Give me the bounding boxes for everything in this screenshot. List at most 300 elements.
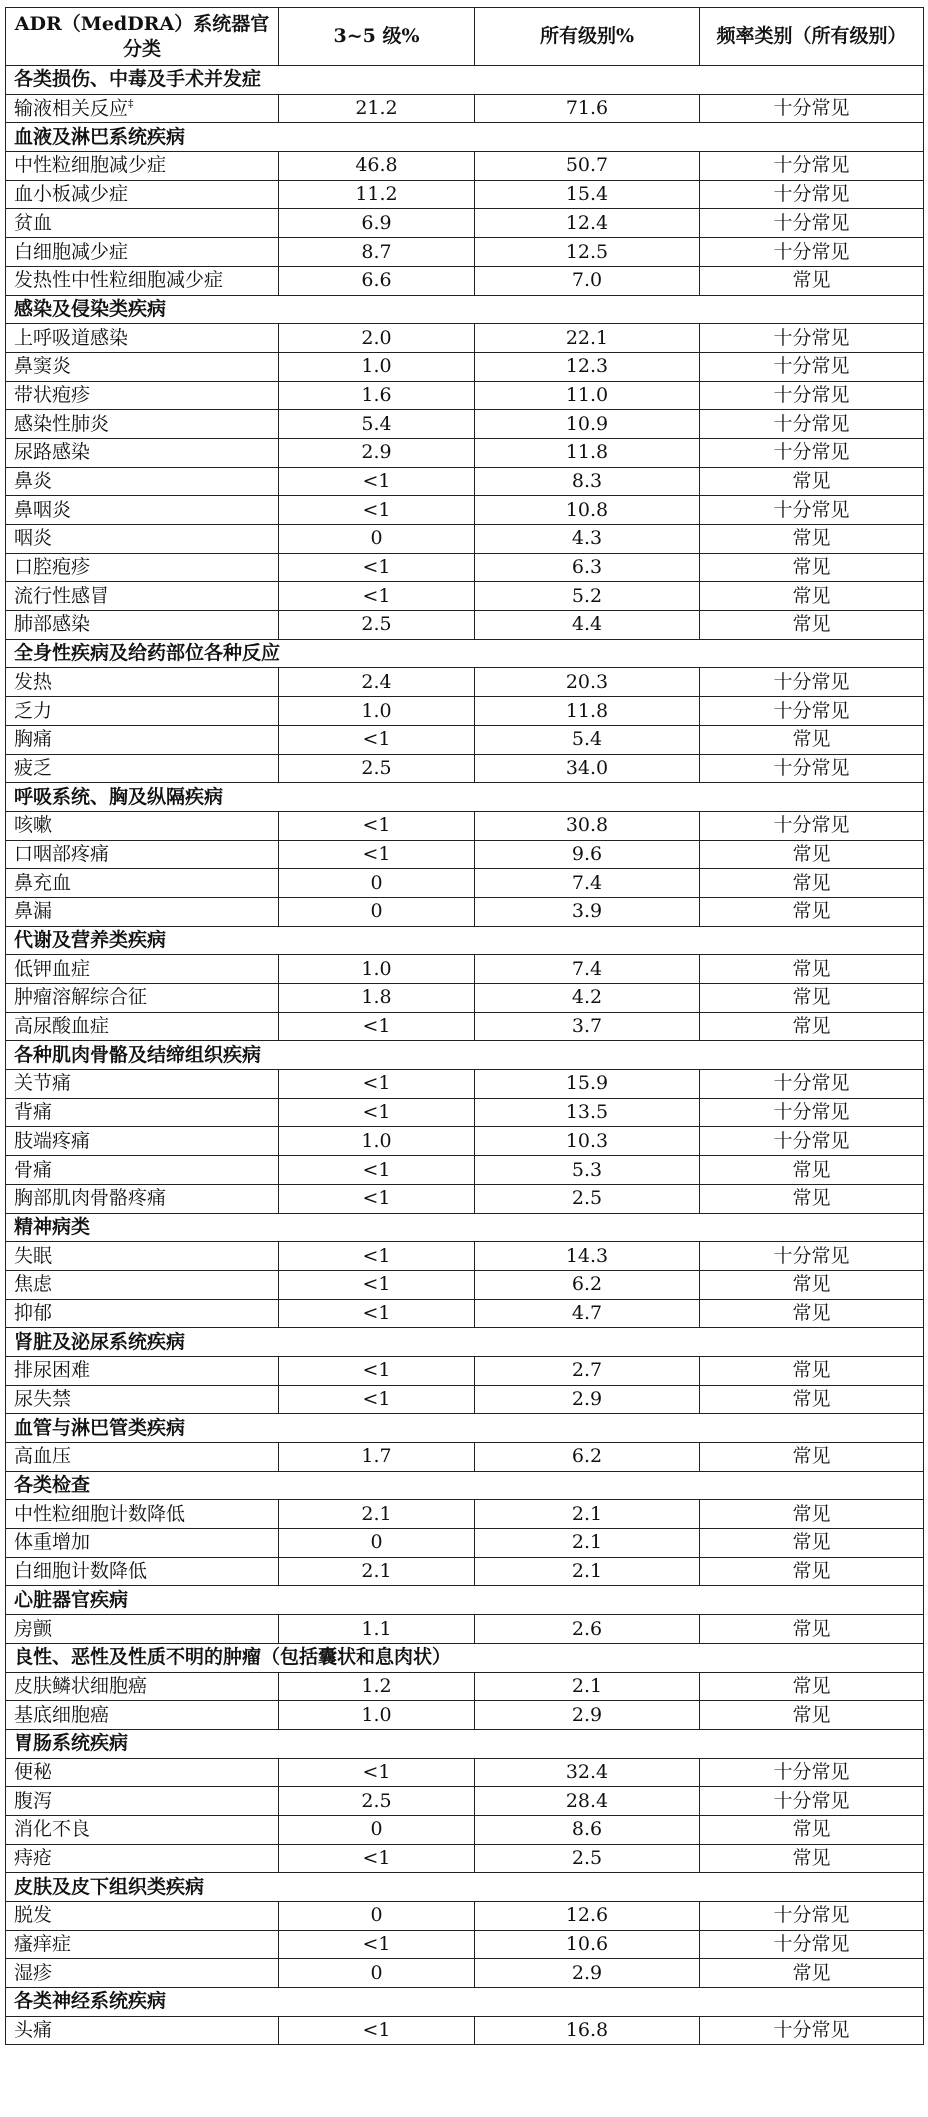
frequency-cell: 常见 bbox=[700, 955, 924, 984]
grade-3-5-cell: 6.6 bbox=[279, 266, 475, 295]
adr-term-cell bbox=[6, 1356, 279, 1385]
adr-term: 流行性感冒 bbox=[14, 584, 110, 607]
category-label: 精神病类 bbox=[6, 1213, 924, 1242]
category-label: 呼吸系统、胸及纵隔疾病 bbox=[6, 783, 924, 812]
adr-term-cell bbox=[6, 152, 279, 181]
table-row bbox=[6, 2016, 924, 2045]
adr-term: 房颤 bbox=[14, 1617, 53, 1640]
category-row bbox=[6, 1041, 924, 1070]
all-grades-cell: 7.0 bbox=[475, 266, 700, 295]
frequency-cell: 常见 bbox=[700, 725, 924, 754]
frequency-cell: 十分常见 bbox=[700, 438, 924, 467]
frequency-cell: 十分常见 bbox=[700, 754, 924, 783]
all-grades-cell: 50.7 bbox=[475, 152, 700, 181]
adr-term: 发热性中性粒细胞减少症 bbox=[14, 269, 224, 292]
grade-3-5-cell: <1 bbox=[279, 496, 475, 525]
table-row bbox=[6, 1701, 924, 1730]
adr-term: 抑郁 bbox=[14, 1301, 53, 1324]
all-grades-cell: 8.6 bbox=[475, 1815, 700, 1844]
grade-3-5-cell: <1 bbox=[279, 2016, 475, 2045]
frequency-cell: 常见 bbox=[700, 1356, 924, 1385]
table-row bbox=[6, 94, 924, 123]
table-row bbox=[6, 238, 924, 267]
table-row bbox=[6, 352, 924, 381]
adr-term-cell bbox=[6, 811, 279, 840]
grade-3-5-cell: 0 bbox=[279, 1529, 475, 1558]
grade-3-5-cell: <1 bbox=[279, 1184, 475, 1213]
adr-term: 口腔疱疹 bbox=[14, 556, 91, 579]
frequency-cell: 十分常见 bbox=[700, 381, 924, 410]
adr-term: 感染性肺炎 bbox=[14, 412, 110, 435]
table-row bbox=[6, 438, 924, 467]
adr-term-cell bbox=[6, 180, 279, 209]
grade-3-5-cell: <1 bbox=[279, 1299, 475, 1328]
grade-3-5-cell: <1 bbox=[279, 1385, 475, 1414]
category-label: 肾脏及泌尿系统疾病 bbox=[6, 1328, 924, 1357]
frequency-cell: 常见 bbox=[700, 840, 924, 869]
table-header-row bbox=[6, 8, 924, 66]
frequency-cell: 常见 bbox=[700, 611, 924, 640]
adr-term: 鼻窦炎 bbox=[14, 355, 72, 378]
table-row bbox=[6, 955, 924, 984]
grade-3-5-cell: <1 bbox=[279, 1242, 475, 1271]
all-grades-cell: 2.9 bbox=[475, 1385, 700, 1414]
category-row bbox=[6, 1213, 924, 1242]
adr-term: 骨痛 bbox=[14, 1158, 53, 1181]
adr-term-cell bbox=[6, 1098, 279, 1127]
all-grades-cell: 2.5 bbox=[475, 1844, 700, 1873]
all-grades-cell: 3.9 bbox=[475, 897, 700, 926]
grade-3-5-cell: <1 bbox=[279, 840, 475, 869]
table-row bbox=[6, 1615, 924, 1644]
adr-term-cell bbox=[6, 1242, 279, 1271]
adr-term-cell bbox=[6, 1184, 279, 1213]
frequency-cell: 十分常见 bbox=[700, 1070, 924, 1099]
frequency-cell: 常见 bbox=[700, 1815, 924, 1844]
adr-term-cell bbox=[6, 611, 279, 640]
adr-term: 背痛 bbox=[14, 1101, 53, 1124]
grade-3-5-cell: <1 bbox=[279, 1012, 475, 1041]
category-row bbox=[6, 639, 924, 668]
table-row bbox=[6, 840, 924, 869]
all-grades-cell: 6.2 bbox=[475, 1270, 700, 1299]
all-grades-cell: 10.9 bbox=[475, 410, 700, 439]
table-row bbox=[6, 1758, 924, 1787]
category-row bbox=[6, 1414, 924, 1443]
adr-term: 中性粒细胞减少症 bbox=[14, 154, 167, 177]
grade-3-5-cell: 1.0 bbox=[279, 955, 475, 984]
adr-term-cell bbox=[6, 1443, 279, 1472]
grade-3-5-cell: 1.0 bbox=[279, 1701, 475, 1730]
frequency-cell: 十分常见 bbox=[700, 2016, 924, 2045]
frequency-cell: 十分常见 bbox=[700, 94, 924, 123]
table-row bbox=[6, 1959, 924, 1988]
table-row bbox=[6, 1787, 924, 1816]
adr-term: 头痛 bbox=[14, 2019, 53, 2042]
category-row bbox=[6, 66, 924, 95]
grade-3-5-cell: <1 bbox=[279, 1844, 475, 1873]
all-grades-cell: 2.1 bbox=[475, 1500, 700, 1529]
table-row bbox=[6, 324, 924, 353]
all-grades-cell: 2.9 bbox=[475, 1959, 700, 1988]
adr-term-cell bbox=[6, 1156, 279, 1185]
adr-term-cell bbox=[6, 1787, 279, 1816]
grade-3-5-cell: 2.9 bbox=[279, 438, 475, 467]
frequency-cell: 十分常见 bbox=[700, 1098, 924, 1127]
table-row bbox=[6, 1012, 924, 1041]
frequency-cell: 常见 bbox=[700, 1701, 924, 1730]
all-grades-cell: 10.8 bbox=[475, 496, 700, 525]
adr-term-cell bbox=[6, 1385, 279, 1414]
table-row bbox=[6, 1672, 924, 1701]
adr-term-cell bbox=[6, 209, 279, 238]
adr-term-cell bbox=[6, 582, 279, 611]
grade-3-5-cell: 11.2 bbox=[279, 180, 475, 209]
grade-3-5-cell: <1 bbox=[279, 1098, 475, 1127]
table-row bbox=[6, 1815, 924, 1844]
adr-term-cell bbox=[6, 1557, 279, 1586]
table-row bbox=[6, 266, 924, 295]
all-grades-cell: 2.6 bbox=[475, 1615, 700, 1644]
frequency-cell: 常见 bbox=[700, 1270, 924, 1299]
frequency-cell: 常见 bbox=[700, 525, 924, 554]
frequency-cell: 十分常见 bbox=[700, 238, 924, 267]
all-grades-cell: 9.6 bbox=[475, 840, 700, 869]
adr-term-cell bbox=[6, 1672, 279, 1701]
adr-term-cell bbox=[6, 754, 279, 783]
adr-term: 上呼吸道感染 bbox=[14, 326, 129, 349]
adr-term: 咽炎 bbox=[14, 527, 53, 550]
adr-term: 皮肤鳞状细胞癌 bbox=[14, 1674, 148, 1697]
adr-term-cell bbox=[6, 668, 279, 697]
all-grades-cell: 71.6 bbox=[475, 94, 700, 123]
all-grades-cell: 7.4 bbox=[475, 955, 700, 984]
adr-term: 脱发 bbox=[14, 1904, 53, 1927]
frequency-cell: 十分常见 bbox=[700, 668, 924, 697]
adr-term: 尿失禁 bbox=[14, 1388, 72, 1411]
adr-term-cell bbox=[6, 1959, 279, 1988]
adr-term: 高尿酸血症 bbox=[14, 1015, 110, 1038]
frequency-cell: 十分常见 bbox=[700, 324, 924, 353]
table-row bbox=[6, 1184, 924, 1213]
adr-term: 高血压 bbox=[14, 1445, 72, 1468]
frequency-cell: 十分常见 bbox=[700, 496, 924, 525]
adr-term-cell bbox=[6, 869, 279, 898]
adr-term: 鼻炎 bbox=[14, 470, 53, 493]
frequency-cell: 常见 bbox=[700, 467, 924, 496]
table-row bbox=[6, 410, 924, 439]
all-grades-cell: 15.4 bbox=[475, 180, 700, 209]
all-grades-cell: 2.1 bbox=[475, 1529, 700, 1558]
frequency-cell: 常见 bbox=[700, 1299, 924, 1328]
frequency-cell: 常见 bbox=[700, 1557, 924, 1586]
frequency-cell: 十分常见 bbox=[700, 1758, 924, 1787]
adr-term-cell bbox=[6, 553, 279, 582]
adr-term: 肿瘤溶解综合征 bbox=[14, 986, 148, 1009]
category-row bbox=[6, 1586, 924, 1615]
adr-term: 胸部肌肉骨骼疼痛 bbox=[14, 1187, 167, 1210]
category-row bbox=[6, 1988, 924, 2017]
header-grade-3-5: 3~5 级% bbox=[279, 8, 475, 66]
grade-3-5-cell: 1.6 bbox=[279, 381, 475, 410]
frequency-cell: 常见 bbox=[700, 1385, 924, 1414]
table-row bbox=[6, 1844, 924, 1873]
all-grades-cell: 5.3 bbox=[475, 1156, 700, 1185]
table-row bbox=[6, 582, 924, 611]
adr-term-cell bbox=[6, 1815, 279, 1844]
grade-3-5-cell: 2.1 bbox=[279, 1557, 475, 1586]
adr-term: 体重增加 bbox=[14, 1531, 91, 1554]
grade-3-5-cell: <1 bbox=[279, 725, 475, 754]
frequency-cell: 常见 bbox=[700, 1615, 924, 1644]
table-row bbox=[6, 1930, 924, 1959]
grade-3-5-cell: 8.7 bbox=[279, 238, 475, 267]
adr-term-cell bbox=[6, 1615, 279, 1644]
frequency-cell: 十分常见 bbox=[700, 410, 924, 439]
table-row bbox=[6, 984, 924, 1013]
all-grades-cell: 11.0 bbox=[475, 381, 700, 410]
table-row bbox=[6, 611, 924, 640]
adr-term-cell bbox=[6, 1529, 279, 1558]
adr-term: 湿疹 bbox=[14, 1961, 53, 1984]
all-grades-cell: 11.8 bbox=[475, 697, 700, 726]
adr-term: 贫血 bbox=[14, 211, 53, 234]
adr-term: 胸痛 bbox=[14, 728, 53, 751]
frequency-cell: 十分常见 bbox=[700, 152, 924, 181]
adr-term: 肢端疼痛 bbox=[14, 1129, 91, 1152]
table-row bbox=[6, 754, 924, 783]
frequency-cell: 常见 bbox=[700, 869, 924, 898]
frequency-cell: 常见 bbox=[700, 1443, 924, 1472]
adr-term-cell bbox=[6, 496, 279, 525]
all-grades-cell: 5.2 bbox=[475, 582, 700, 611]
table-row bbox=[6, 1270, 924, 1299]
adr-term-cell bbox=[6, 1299, 279, 1328]
adr-term-cell bbox=[6, 410, 279, 439]
all-grades-cell: 6.3 bbox=[475, 553, 700, 582]
grade-3-5-cell: 0 bbox=[279, 1815, 475, 1844]
category-label: 各类检查 bbox=[6, 1471, 924, 1500]
table-row bbox=[6, 1385, 924, 1414]
adr-term: 乏力 bbox=[14, 699, 53, 722]
adr-term: 肺部感染 bbox=[14, 613, 91, 636]
grade-3-5-cell: <1 bbox=[279, 553, 475, 582]
adr-term: 低钾血症 bbox=[14, 957, 91, 980]
table-row bbox=[6, 467, 924, 496]
all-grades-cell: 2.7 bbox=[475, 1356, 700, 1385]
table-row bbox=[6, 1557, 924, 1586]
adr-term-cell bbox=[6, 1902, 279, 1931]
all-grades-cell: 13.5 bbox=[475, 1098, 700, 1127]
all-grades-cell: 2.1 bbox=[475, 1672, 700, 1701]
adr-term-cell bbox=[6, 1758, 279, 1787]
all-grades-cell: 6.2 bbox=[475, 1443, 700, 1472]
adr-term-cell bbox=[6, 94, 279, 123]
grade-3-5-cell: 2.0 bbox=[279, 324, 475, 353]
adr-term-cell bbox=[6, 1930, 279, 1959]
adr-term-cell bbox=[6, 525, 279, 554]
category-row bbox=[6, 783, 924, 812]
all-grades-cell: 4.2 bbox=[475, 984, 700, 1013]
adr-term-cell bbox=[6, 2016, 279, 2045]
all-grades-cell: 30.8 bbox=[475, 811, 700, 840]
category-label: 感染及侵染类疾病 bbox=[6, 295, 924, 324]
all-grades-cell: 15.9 bbox=[475, 1070, 700, 1099]
grade-3-5-cell: 0 bbox=[279, 897, 475, 926]
all-grades-cell: 12.6 bbox=[475, 1902, 700, 1931]
category-label: 全身性疾病及给药部位各种反应 bbox=[6, 639, 924, 668]
adr-term: 鼻充血 bbox=[14, 871, 72, 894]
all-grades-cell: 3.7 bbox=[475, 1012, 700, 1041]
table-row bbox=[6, 1098, 924, 1127]
adr-term: 焦虑 bbox=[14, 1273, 53, 1296]
frequency-cell: 十分常见 bbox=[700, 811, 924, 840]
grade-3-5-cell: 46.8 bbox=[279, 152, 475, 181]
adr-term-cell bbox=[6, 697, 279, 726]
grade-3-5-cell: 6.9 bbox=[279, 209, 475, 238]
all-grades-cell: 22.1 bbox=[475, 324, 700, 353]
adr-term-cell bbox=[6, 1701, 279, 1730]
frequency-cell: 常见 bbox=[700, 1500, 924, 1529]
adr-term: 血小板减少症 bbox=[14, 183, 129, 206]
category-label: 胃肠系统疾病 bbox=[6, 1729, 924, 1758]
category-row bbox=[6, 123, 924, 152]
grade-3-5-cell: <1 bbox=[279, 1930, 475, 1959]
table-row bbox=[6, 1500, 924, 1529]
adverse-reaction-table bbox=[5, 7, 924, 2045]
adr-term-cell bbox=[6, 438, 279, 467]
frequency-cell: 十分常见 bbox=[700, 1902, 924, 1931]
grade-3-5-cell: 0 bbox=[279, 1959, 475, 1988]
grade-3-5-cell: 1.7 bbox=[279, 1443, 475, 1472]
category-label: 血管与淋巴管类疾病 bbox=[6, 1414, 924, 1443]
frequency-cell: 十分常见 bbox=[700, 1127, 924, 1156]
table-row bbox=[6, 209, 924, 238]
table-row bbox=[6, 152, 924, 181]
adr-term-cell bbox=[6, 1127, 279, 1156]
frequency-cell: 十分常见 bbox=[700, 697, 924, 726]
all-grades-cell: 11.8 bbox=[475, 438, 700, 467]
frequency-cell: 常见 bbox=[700, 1012, 924, 1041]
adr-term-cell bbox=[6, 984, 279, 1013]
table-row bbox=[6, 1070, 924, 1099]
category-row bbox=[6, 1471, 924, 1500]
table-row bbox=[6, 1299, 924, 1328]
adr-term: 咳嗽 bbox=[14, 814, 53, 837]
category-label: 各类神经系统疾病 bbox=[6, 1988, 924, 2017]
frequency-cell: 常见 bbox=[700, 1184, 924, 1213]
grade-3-5-cell: 1.0 bbox=[279, 1127, 475, 1156]
all-grades-cell: 28.4 bbox=[475, 1787, 700, 1816]
grade-3-5-cell: 0 bbox=[279, 869, 475, 898]
category-row bbox=[6, 926, 924, 955]
all-grades-cell: 2.9 bbox=[475, 1701, 700, 1730]
all-grades-cell: 12.3 bbox=[475, 352, 700, 381]
grade-3-5-cell: 1.1 bbox=[279, 1615, 475, 1644]
category-row bbox=[6, 1873, 924, 1902]
frequency-cell: 常见 bbox=[700, 1672, 924, 1701]
frequency-cell: 十分常见 bbox=[700, 180, 924, 209]
category-row bbox=[6, 295, 924, 324]
grade-3-5-cell: <1 bbox=[279, 1356, 475, 1385]
header-all-grades: 所有级别% bbox=[475, 8, 700, 66]
all-grades-cell: 20.3 bbox=[475, 668, 700, 697]
category-label: 心脏器官疾病 bbox=[6, 1586, 924, 1615]
adr-term: 消化不良 bbox=[14, 1818, 91, 1841]
all-grades-cell: 5.4 bbox=[475, 725, 700, 754]
table-row bbox=[6, 1156, 924, 1185]
adr-term-cell bbox=[6, 897, 279, 926]
adr-term-cell bbox=[6, 1844, 279, 1873]
all-grades-cell: 4.7 bbox=[475, 1299, 700, 1328]
grade-3-5-cell: <1 bbox=[279, 1270, 475, 1299]
adr-term: 基底细胞癌 bbox=[14, 1703, 110, 1726]
adr-term: 白细胞减少症 bbox=[14, 240, 129, 263]
category-label: 各类损伤、中毒及手术并发症 bbox=[6, 66, 924, 95]
grade-3-5-cell: 0 bbox=[279, 1902, 475, 1931]
table-row bbox=[6, 725, 924, 754]
all-grades-cell: 14.3 bbox=[475, 1242, 700, 1271]
grade-3-5-cell: 1.2 bbox=[279, 1672, 475, 1701]
table-row bbox=[6, 553, 924, 582]
all-grades-cell: 16.8 bbox=[475, 2016, 700, 2045]
table-row bbox=[6, 1529, 924, 1558]
all-grades-cell: 4.3 bbox=[475, 525, 700, 554]
adr-term: 鼻咽炎 bbox=[14, 498, 72, 521]
all-grades-cell: 32.4 bbox=[475, 1758, 700, 1787]
adr-term: 痔疮 bbox=[14, 1847, 53, 1870]
adr-term: 发热 bbox=[14, 670, 53, 693]
category-label: 皮肤及皮下组织类疾病 bbox=[6, 1873, 924, 1902]
grade-3-5-cell: 2.5 bbox=[279, 1787, 475, 1816]
all-grades-cell: 7.4 bbox=[475, 869, 700, 898]
adr-term: 疲乏 bbox=[14, 756, 53, 779]
all-grades-cell: 2.5 bbox=[475, 1184, 700, 1213]
table-row bbox=[6, 1902, 924, 1931]
table-body bbox=[6, 66, 924, 2045]
adr-term-cell bbox=[6, 467, 279, 496]
category-row bbox=[6, 1328, 924, 1357]
table-row bbox=[6, 496, 924, 525]
frequency-cell: 常见 bbox=[700, 582, 924, 611]
frequency-cell: 常见 bbox=[700, 266, 924, 295]
grade-3-5-cell: 1.0 bbox=[279, 352, 475, 381]
header-frequency: 频率类别（所有级别） bbox=[700, 8, 924, 66]
grade-3-5-cell: 0 bbox=[279, 525, 475, 554]
frequency-cell: 十分常见 bbox=[700, 1242, 924, 1271]
adr-term: 口咽部疼痛 bbox=[14, 842, 110, 865]
category-row bbox=[6, 1643, 924, 1672]
grade-3-5-cell: 1.0 bbox=[279, 697, 475, 726]
all-grades-cell: 10.6 bbox=[475, 1930, 700, 1959]
adr-term: 腹泻 bbox=[14, 1789, 53, 1812]
grade-3-5-cell: 2.4 bbox=[279, 668, 475, 697]
adr-term: 瘙痒症 bbox=[14, 1933, 72, 1956]
frequency-cell: 十分常见 bbox=[700, 1787, 924, 1816]
category-label: 各种肌肉骨骼及结缔组织疾病 bbox=[6, 1041, 924, 1070]
grade-3-5-cell: <1 bbox=[279, 582, 475, 611]
all-grades-cell: 2.1 bbox=[475, 1557, 700, 1586]
table-row bbox=[6, 668, 924, 697]
adr-term-cell bbox=[6, 238, 279, 267]
frequency-cell: 常见 bbox=[700, 1529, 924, 1558]
adr-term: 输液相关反应 bbox=[14, 97, 129, 120]
adr-term-cell bbox=[6, 1270, 279, 1299]
adr-term: 失眠 bbox=[14, 1244, 53, 1267]
header-soc: ADR（MedDRA）系统器官分类 bbox=[6, 8, 279, 66]
frequency-cell: 常见 bbox=[700, 553, 924, 582]
frequency-cell: 十分常见 bbox=[700, 1930, 924, 1959]
